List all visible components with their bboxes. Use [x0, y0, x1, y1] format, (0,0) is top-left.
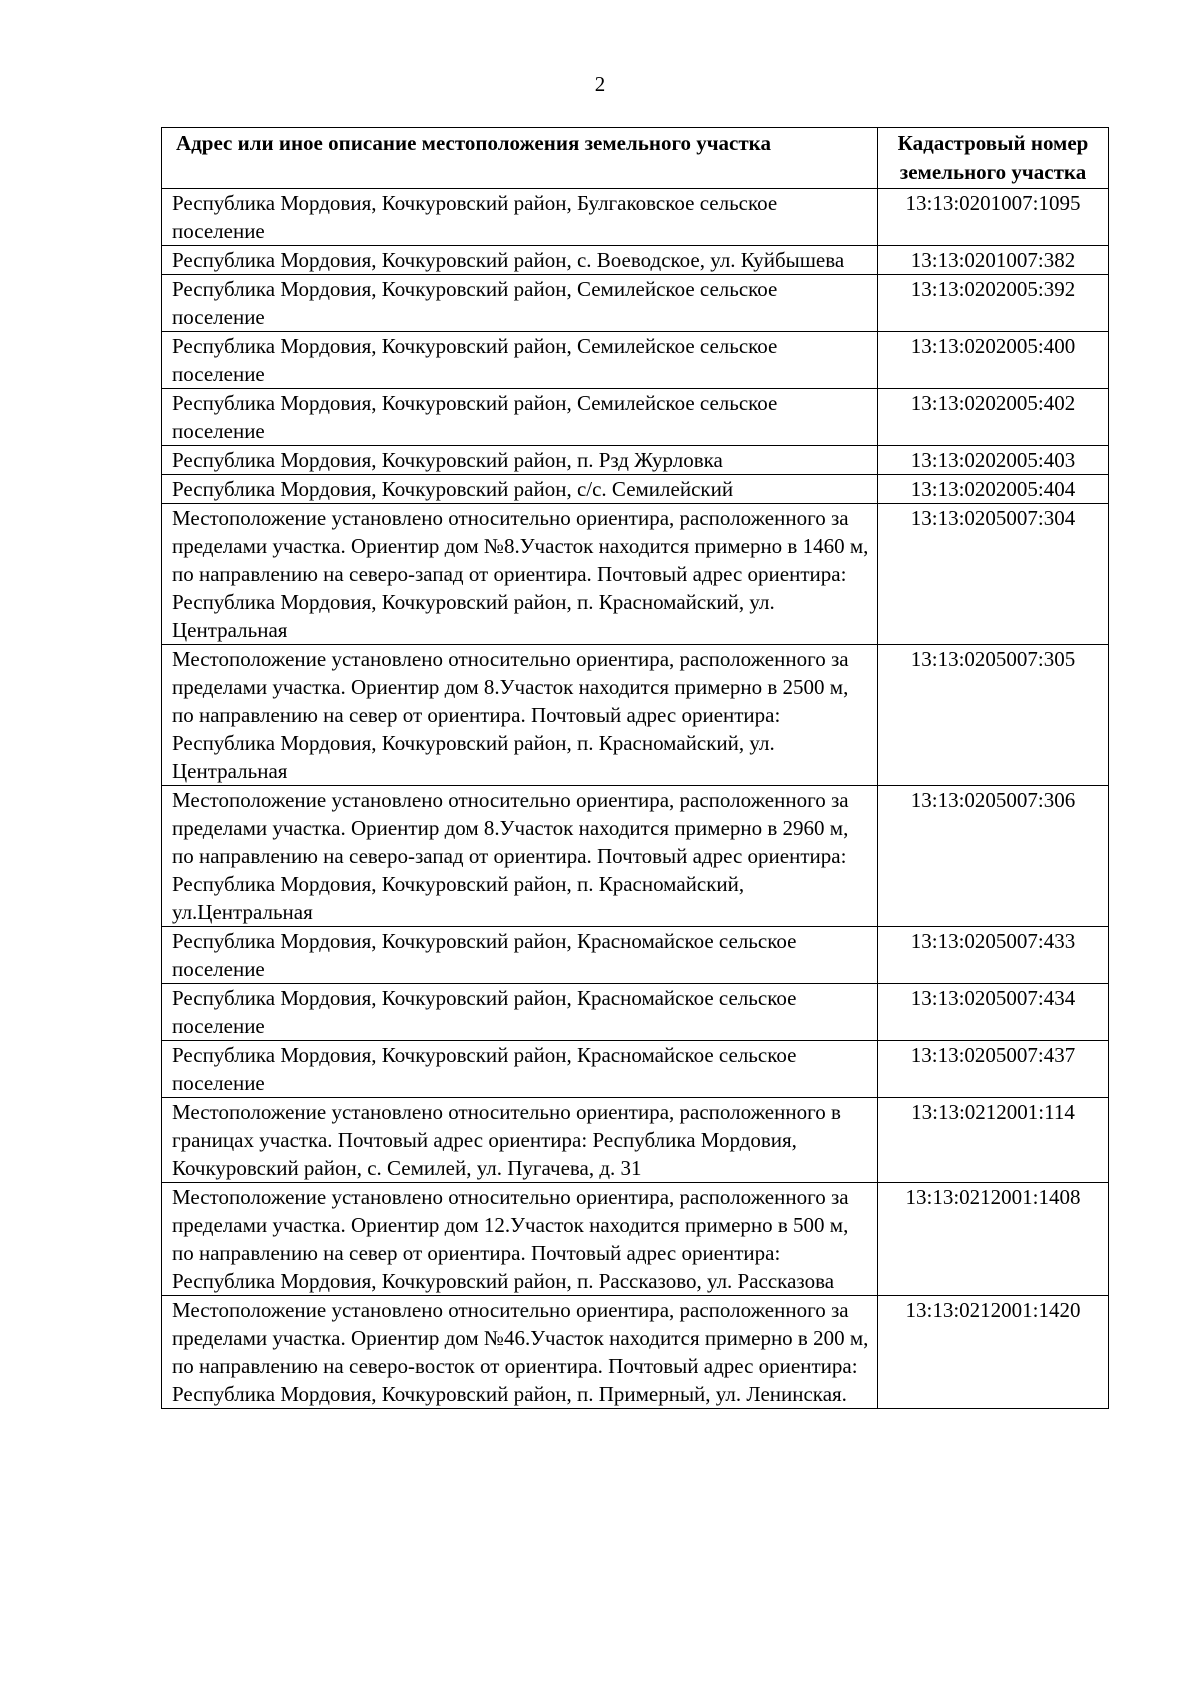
- cadastral-number-cell: 13:13:0202005:403: [878, 446, 1109, 475]
- address-column-header: Адрес или иное описание местоположения земельного участка: [162, 128, 878, 189]
- table-row: [162, 504, 1109, 645]
- address-cell: Местоположение установлено относительно ориентира, расположенного в границах участка. Почтовый адрес ориентира: Республика Мордовия, Кочкуровский район, с. Семилей, ул. Пугачева, д. 31: [162, 1098, 878, 1183]
- address-cell: Местоположение установлено относительно ориентира, расположенного за пределами участка. Ориентир дом №8.Участок находится примерно в 1460 м, по направлению на северо-запад от ориентира. Почтовый адрес ориентира: Республика Мордовия, Кочкуровский район, п. Красномайский, ул. Центральная: [162, 504, 878, 645]
- cadastral-number-cell: 13:13:0202005:400: [878, 332, 1109, 389]
- address-cell: Республика Мордовия, Кочкуровский район, Семилейское сельское поселение: [162, 275, 878, 332]
- table-header: [162, 128, 1109, 189]
- cadastral-column-header: Кадастровый номер земельного участка: [878, 128, 1109, 189]
- address-cell: Республика Мордовия, Кочкуровский район, Красномайское сельское поселение: [162, 927, 878, 984]
- cadastral-number-cell: 13:13:0202005:392: [878, 275, 1109, 332]
- cadastral-number-cell: 13:13:0205007:433: [878, 927, 1109, 984]
- table-row: [162, 446, 1109, 475]
- cadastral-number-cell: 13:13:0205007:305: [878, 645, 1109, 786]
- cadastral-number-cell: 13:13:0202005:402: [878, 389, 1109, 446]
- address-cell: Республика Мордовия, Кочкуровский район, Семилейское сельское поселение: [162, 389, 878, 446]
- cadastral-number-cell: 13:13:0205007:437: [878, 1041, 1109, 1098]
- table-row: [162, 1098, 1109, 1183]
- address-cell: Местоположение установлено относительно ориентира, расположенного за пределами участка. Ориентир дом 8.Участок находится примерно в 2500 м, по направлению на север от ориентира. Почтовый адрес ориентира: Республика Мордовия, Кочкуровский район, п. Красномайский, ул. Центральная: [162, 645, 878, 786]
- table-row: [162, 246, 1109, 275]
- table-row: [162, 275, 1109, 332]
- page-number: 2: [594, 72, 606, 96]
- cadastral-number-cell: 13:13:0205007:434: [878, 984, 1109, 1041]
- table-row: [162, 786, 1109, 927]
- cadastral-number-cell: 13:13:0212001:114: [878, 1098, 1109, 1183]
- address-cell: Республика Мордовия, Кочкуровский район, с/с. Семилейский: [162, 475, 878, 504]
- table-row: [162, 1041, 1109, 1098]
- table-row: [162, 1183, 1109, 1296]
- table-row: [162, 389, 1109, 446]
- address-cell: Республика Мордовия, Кочкуровский район, Семилейское сельское поселение: [162, 332, 878, 389]
- address-cell: Республика Мордовия, Кочкуровский район, п. Рзд Журловка: [162, 446, 878, 475]
- cadastral-number-cell: 13:13:0202005:404: [878, 475, 1109, 504]
- cadastral-number-cell: 13:13:0212001:1408: [878, 1183, 1109, 1296]
- address-cell: Республика Мордовия, Кочкуровский район, Красномайское сельское поселение: [162, 1041, 878, 1098]
- address-cell: Местоположение установлено относительно ориентира, расположенного за пределами участка. Ориентир дом №46.Участок находится примерно в 200 м, по направлению на северо-восток от ориентира. Почтовый адрес ориентира: Республика Мордовия, Кочкуровский район, п. Примерный, ул. Ленинская.: [162, 1296, 878, 1409]
- address-cell: Местоположение установлено относительно ориентира, расположенного за пределами участка. Ориентир дом 12.Участок находится примерно в 500 м, по направлению на север от ориентира. Почтовый адрес ориентира: Республика Мордовия, Кочкуровский район, п. Рассказово, ул. Рассказова: [162, 1183, 878, 1296]
- table-row: [162, 984, 1109, 1041]
- cadastral-number-cell: 13:13:0205007:306: [878, 786, 1109, 927]
- table-row: [162, 1296, 1109, 1409]
- table-row: [162, 332, 1109, 389]
- table-row: [162, 645, 1109, 786]
- cadastral-number-cell: 13:13:0201007:1095: [878, 189, 1109, 246]
- table-row: [162, 927, 1109, 984]
- address-cell: Республика Мордовия, Кочкуровский район, Красномайское сельское поселение: [162, 984, 878, 1041]
- cadastral-number-cell: 13:13:0212001:1420: [878, 1296, 1109, 1409]
- address-cell: Местоположение установлено относительно ориентира, расположенного за пределами участка. Ориентир дом 8.Участок находится примерно в 2960 м, по направлению на северо-запад от ориентира. Почтовый адрес ориентира: Республика Мордовия, Кочкуровский район, п. Красномайский, ул.Центральная: [162, 786, 878, 927]
- address-cell: Республика Мордовия, Кочкуровский район, с. Воеводское, ул. Куйбышева: [162, 246, 878, 275]
- header-row: [162, 128, 1109, 189]
- cadastral-number-cell: 13:13:0201007:382: [878, 246, 1109, 275]
- address-cell: Республика Мордовия, Кочкуровский район, Булгаковское сельское поселение: [162, 189, 878, 246]
- table-row: [162, 475, 1109, 504]
- land-plots-table: [161, 127, 1109, 1409]
- cadastral-number-cell: 13:13:0205007:304: [878, 504, 1109, 645]
- table-row: [162, 189, 1109, 246]
- table-body: [162, 189, 1109, 1409]
